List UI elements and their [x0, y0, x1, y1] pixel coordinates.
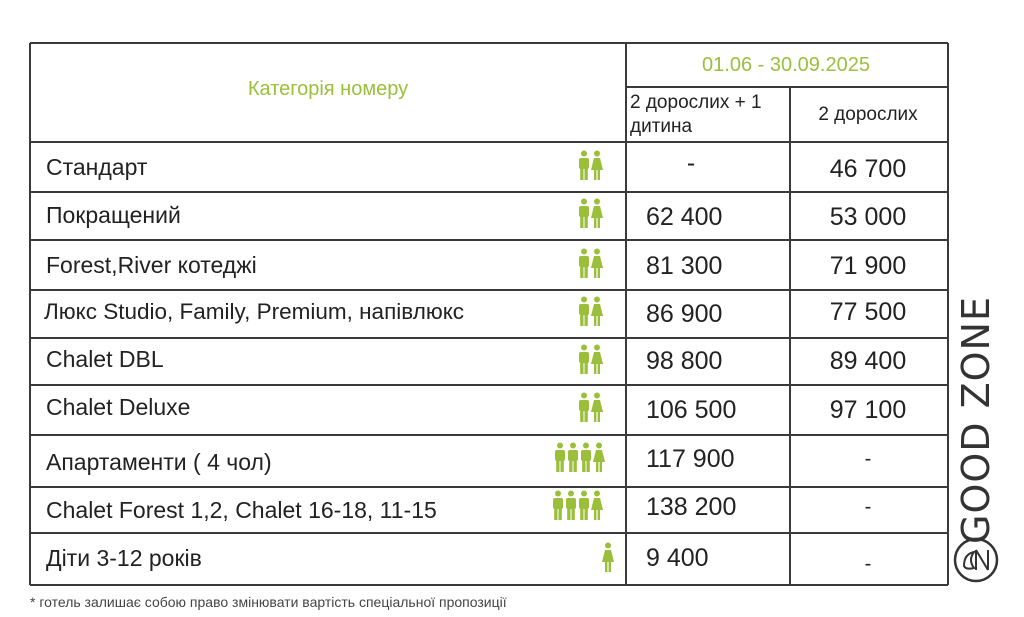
4-persons-icon: [554, 442, 605, 472]
good-zone-logo: GOOD ZONE: [954, 296, 998, 544]
row-price-2a: 46 700: [829, 154, 907, 183]
row-price-2a: 89 400: [829, 346, 907, 375]
row-price-2a: -: [864, 495, 872, 518]
category-header: Категорія номеру: [247, 77, 409, 100]
woman-icon: [602, 542, 614, 572]
man-icon: [578, 198, 590, 228]
row-name: Chalet Deluxe: [46, 393, 191, 420]
2-persons-icon: [578, 150, 603, 180]
row-price-2a: -: [864, 447, 872, 470]
period-header: 01.06 - 30.09.2025: [702, 53, 870, 76]
row-name: Chalet DBL: [46, 345, 164, 372]
row-price-2a1c: 81 300: [646, 251, 723, 280]
man-icon: [565, 490, 577, 520]
row-name: Forest,River котеджі: [46, 251, 257, 278]
row-name: Люкс Studio, Family, Premium, напівлюкс: [44, 299, 465, 324]
row-price-2a1c: -: [686, 148, 696, 177]
row-price-2a: 71 900: [829, 251, 907, 280]
man-icon: [578, 150, 590, 180]
woman-icon: [593, 442, 605, 472]
row-price-2a: -: [864, 552, 872, 575]
footnote: * готель залишає собою право змінювати вартість спеціальної пропозиції: [30, 594, 507, 610]
man-icon: [578, 296, 590, 326]
row-name: Діти 3-12 років: [46, 544, 202, 571]
man-icon: [578, 248, 590, 278]
woman-icon: [591, 344, 603, 374]
row-name: Покращений: [46, 201, 181, 228]
woman-icon: [591, 490, 603, 520]
2-persons-icon: [578, 198, 603, 228]
2-persons-icon: [578, 344, 603, 374]
man-icon: [578, 490, 590, 520]
man-icon: [580, 442, 592, 472]
2-persons-icon: [578, 248, 603, 278]
man-icon: [552, 490, 564, 520]
woman-icon: [591, 150, 603, 180]
row-price-2a1c: 86 900: [646, 299, 723, 328]
row-price-2a1c: 98 800: [646, 346, 723, 375]
row-price-2a: 77 500: [829, 297, 907, 326]
row-price-2a1c: 9 400: [646, 543, 709, 572]
row-price-2a1c: 117 900: [646, 444, 735, 473]
row-name: Chalet Forest 1,2, Chalet 16-18, 11-15: [46, 496, 437, 523]
woman-icon: [591, 198, 603, 228]
row-price-2a: 53 000: [829, 202, 907, 231]
col-2adults-1child-header: 2 дорослих + 1 дитина: [630, 92, 762, 137]
man-icon: [578, 392, 590, 422]
man-icon: [567, 442, 579, 472]
row-price-2a1c: 62 400: [646, 202, 723, 231]
row-price-2a1c: 106 500: [646, 395, 737, 424]
row-price-2a1c: 138 200: [646, 492, 737, 521]
col-2adults-header: 2 дорослих: [818, 104, 918, 125]
row-name: Апартаменти ( 4 чол): [46, 448, 272, 475]
row-price-2a: 97 100: [829, 395, 907, 424]
2-persons-icon: [578, 296, 603, 326]
man-icon: [578, 344, 590, 374]
woman-icon: [591, 392, 603, 422]
4-persons-icon: [552, 490, 603, 520]
2-persons-icon: [578, 392, 603, 422]
row-name: Стандарт: [46, 153, 148, 180]
woman-icon: [591, 248, 603, 278]
woman-icon: [591, 296, 603, 326]
1-person-icon: [602, 542, 614, 572]
good-zone-emblem-icon: [952, 536, 1000, 584]
man-icon: [554, 442, 566, 472]
